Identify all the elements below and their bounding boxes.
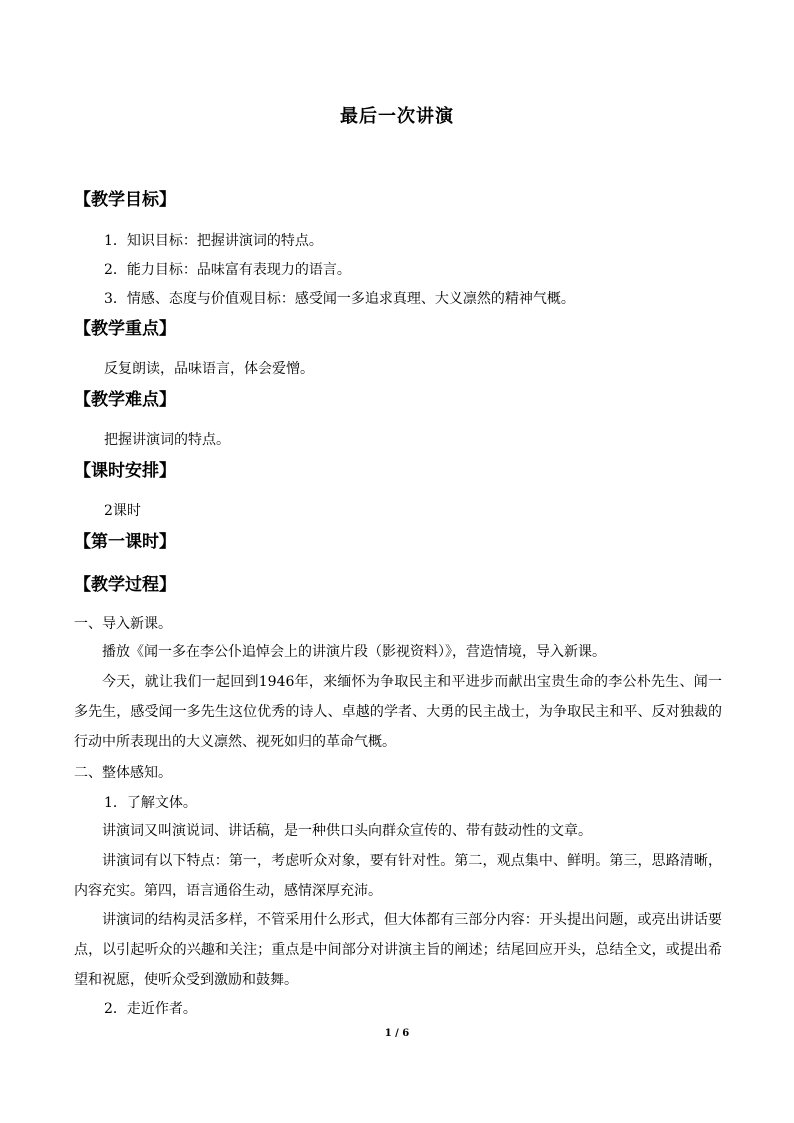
page-number: 1 / 6	[384, 1028, 410, 1039]
step2-title: 二、整体感知。	[74, 765, 172, 781]
goal-item-3: 3．情感、态度与价值观目标：感受闻一多追求真理、大义凛然的精神气概。	[104, 291, 575, 307]
section-heading-process: 【教学过程】	[74, 575, 176, 595]
step2-subheading-2: 2．走近作者。	[104, 1001, 197, 1017]
step2-paragraph-3: 讲演词的结构灵活多样，不管采用什么形式，但大体都有三部分内容：开头提出问题，或亮出讲话要点，以引起听众的兴趣和关注；重点是中间部分对讲演主旨的阐述；结尾回应开头，总结全文，或提出希望和祝愿，使听众受到激励和鼓舞。	[74, 912, 722, 988]
step2-paragraph-2: 讲演词有以下特点：第一，考虑听众对象，要有针对性。第二，观点集中、鲜明。第三，思路清晰，内容充实。第四，语言通俗生动，感情深厚充沛。	[74, 853, 722, 899]
step1-title: 一、导入新课。	[74, 616, 172, 632]
section-heading-goals: 【教学目标】	[74, 190, 176, 210]
page-title: 最后一次讲演	[340, 106, 454, 127]
section-heading-schedule: 【课时安排】	[74, 461, 176, 481]
step1-paragraph-2: 今天，就让我们一起回到1946年，来缅怀为争取民主和平进步而献出宝贵生命的李公朴先生、闻一多先生，感受闻一多先生这位优秀的诗人、卓越的学者、大勇的民主战士，为争取民主和平、反对独裁的行动中所表现出的大义凛然、视死如归的革命气概。	[74, 674, 722, 750]
goal-item-1: 1．知识目标：把握讲演词的特点。	[104, 233, 323, 249]
section-heading-first-lesson: 【第一课时】	[74, 532, 176, 552]
schedule-text: 2课时	[104, 503, 141, 519]
key-points-text: 反复朗读，品味语言，体会爱憎。	[104, 361, 314, 377]
goal-item-2: 2．能力目标：品味富有表现力的语言。	[104, 262, 351, 278]
step2-subheading-1: 1．了解文体。	[104, 795, 197, 811]
step2-paragraph-1: 讲演词又叫演说词、讲话稿，是一种供口头向群众宣传的、带有鼓动性的文章。	[102, 823, 592, 839]
difficulties-text: 把握讲演词的特点。	[104, 432, 230, 448]
section-heading-difficulties: 【教学难点】	[74, 390, 176, 410]
section-heading-key-points: 【教学重点】	[74, 319, 176, 339]
step1-paragraph-1: 播放《闻一多在李公仆追悼会上的讲演片段（影视资料）》，营造情境，导入新课。	[102, 644, 606, 660]
